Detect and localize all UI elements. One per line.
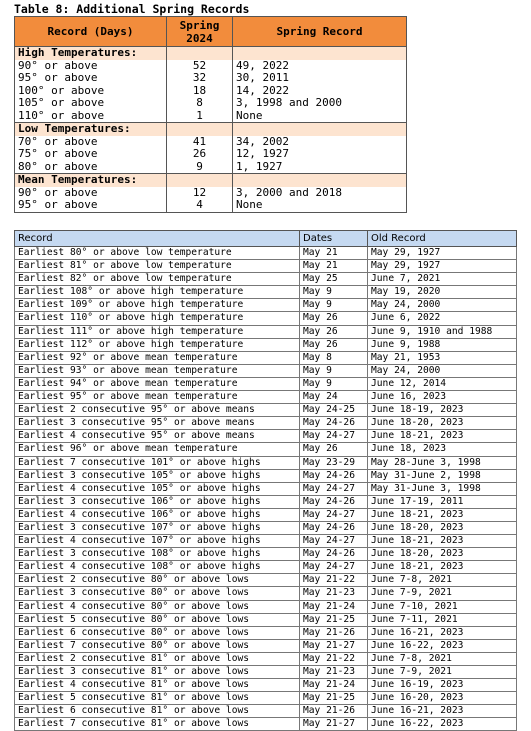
record-cell: None: [233, 199, 407, 212]
dates-cell: May 24: [300, 391, 368, 404]
records-header-row: [15, 231, 517, 247]
table-row: [15, 508, 517, 521]
dates-cell: May 21-23: [300, 587, 368, 600]
record-cell: 12, 1927: [233, 148, 407, 161]
dates-cell: May 21-27: [300, 718, 368, 731]
dates-cell: May 26: [300, 312, 368, 325]
dates-cell: May 24-27: [300, 482, 368, 495]
dates-cell: May 25: [300, 273, 368, 286]
dates-cell: May 23-29: [300, 456, 368, 469]
dates-cell: May 21-25: [300, 613, 368, 626]
table-row: [15, 666, 517, 679]
dates-cell: May 24-27: [300, 508, 368, 521]
summary-row: [15, 199, 407, 212]
dates-cell: May 9: [300, 286, 368, 299]
old-record-cell: June 7-8, 2021: [368, 574, 517, 587]
old-record-cell: June 16-20, 2023: [368, 692, 517, 705]
section-header-row: [15, 174, 407, 187]
record-cell: 30, 2011: [233, 72, 407, 85]
table-row: [15, 692, 517, 705]
dates-cell: May 24-26: [300, 495, 368, 508]
record-cell: None: [233, 110, 407, 123]
table-row: [15, 535, 517, 548]
record-cell: Earliest 3 consecutive 95° or above means: [15, 417, 300, 430]
table-row: [15, 299, 517, 312]
count-cell: 41: [167, 136, 233, 149]
record-cell: 3, 2000 and 2018: [233, 187, 407, 200]
threshold-cell: 90° or above: [15, 187, 167, 200]
old-record-cell: June 16-21, 2023: [368, 626, 517, 639]
summary-header-row: [15, 17, 407, 47]
old-record-cell: May 29, 1927: [368, 260, 517, 273]
record-cell: Earliest 3 consecutive 106° or above highs: [15, 495, 300, 508]
table-row: [15, 247, 517, 260]
threshold-cell: 110° or above: [15, 110, 167, 123]
old-record-cell: June 18-21, 2023: [368, 430, 517, 443]
table-row: [15, 639, 517, 652]
old-record-cell: June 16-22, 2023: [368, 639, 517, 652]
record-cell: 49, 2022: [233, 60, 407, 73]
table-row: [15, 561, 517, 574]
threshold-cell: 105° or above: [15, 97, 167, 110]
dates-cell: May 21: [300, 260, 368, 273]
record-cell: Earliest 109° or above high temperature: [15, 299, 300, 312]
table-row: [15, 377, 517, 390]
threshold-cell: 95° or above: [15, 199, 167, 212]
record-cell: Earliest 2 consecutive 95° or above means: [15, 404, 300, 417]
section-header-row: [15, 123, 407, 136]
summary-row: [15, 97, 407, 110]
table-row: [15, 548, 517, 561]
old-record-cell: June 18-19, 2023: [368, 404, 517, 417]
table-row: [15, 613, 517, 626]
old-record-cell: June 18-21, 2023: [368, 561, 517, 574]
dates-cell: May 26: [300, 338, 368, 351]
old-record-cell: May 21, 1953: [368, 351, 517, 364]
old-record-cell: June 7-9, 2021: [368, 666, 517, 679]
dates-cell: May 9: [300, 377, 368, 390]
dates-cell: May 21: [300, 247, 368, 260]
old-record-cell: May 28-June 3, 1998: [368, 456, 517, 469]
header-record-days: Record (Days): [15, 17, 167, 47]
count-cell: 32: [167, 72, 233, 85]
summary-row: [15, 72, 407, 85]
old-record-cell: May 29, 1927: [368, 247, 517, 260]
table-row: [15, 430, 517, 443]
dates-cell: May 9: [300, 364, 368, 377]
table-row: [15, 482, 517, 495]
old-record-cell: June 18, 2023: [368, 443, 517, 456]
count-cell: 9: [167, 161, 233, 174]
summary-section: [15, 123, 407, 174]
record-cell: Earliest 4 consecutive 106° or above highs: [15, 508, 300, 521]
record-cell: 14, 2022: [233, 85, 407, 98]
section-header-row: [15, 47, 407, 60]
old-record-cell: June 7-8, 2021: [368, 652, 517, 665]
summary-row: [15, 60, 407, 73]
summary-row: [15, 187, 407, 200]
old-record-cell: June 16-21, 2023: [368, 705, 517, 718]
record-cell: Earliest 2 consecutive 81° or above lows: [15, 652, 300, 665]
section-empty-cell: [167, 174, 233, 187]
dates-cell: May 21-25: [300, 692, 368, 705]
count-cell: 18: [167, 85, 233, 98]
old-record-cell: June 7, 2021: [368, 273, 517, 286]
record-cell: Earliest 7 consecutive 80° or above lows: [15, 639, 300, 652]
table-row: [15, 469, 517, 482]
record-cell: Earliest 4 consecutive 105° or above highs: [15, 482, 300, 495]
old-record-cell: May 19, 2020: [368, 286, 517, 299]
dates-cell: May 24-27: [300, 430, 368, 443]
record-cell: Earliest 94° or above mean temperature: [15, 377, 300, 390]
record-cell: Earliest 4 consecutive 80° or above lows: [15, 600, 300, 613]
old-record-cell: June 12, 2014: [368, 377, 517, 390]
table-row: [15, 338, 517, 351]
section-label: Mean Temperatures:: [15, 174, 167, 187]
old-record-cell: June 18-21, 2023: [368, 508, 517, 521]
summary-row: [15, 148, 407, 161]
record-cell: Earliest 7 consecutive 81° or above lows: [15, 718, 300, 731]
header-old-record: Old Record: [368, 231, 517, 247]
section-label: High Temperatures:: [15, 47, 167, 60]
record-cell: 34, 2002: [233, 136, 407, 149]
record-cell: 3, 1998 and 2000: [233, 97, 407, 110]
record-cell: Earliest 6 consecutive 81° or above lows: [15, 705, 300, 718]
dates-cell: May 24-26: [300, 417, 368, 430]
dates-cell: May 8: [300, 351, 368, 364]
record-cell: Earliest 82° or above low temperature: [15, 273, 300, 286]
record-cell: Earliest 96° or above mean temperature: [15, 443, 300, 456]
dates-cell: May 24-26: [300, 469, 368, 482]
old-record-cell: June 7-11, 2021: [368, 613, 517, 626]
old-record-cell: June 6, 2022: [368, 312, 517, 325]
count-cell: 1: [167, 110, 233, 123]
record-cell: Earliest 112° or above high temperature: [15, 338, 300, 351]
summary-row: [15, 136, 407, 149]
dates-cell: May 21-26: [300, 626, 368, 639]
table-row: [15, 587, 517, 600]
record-cell: Earliest 7 consecutive 101° or above highs: [15, 456, 300, 469]
old-record-cell: May 24, 2000: [368, 299, 517, 312]
dates-cell: May 24-27: [300, 535, 368, 548]
table-row: [15, 312, 517, 325]
record-cell: Earliest 2 consecutive 80° or above lows: [15, 574, 300, 587]
dates-cell: May 21-22: [300, 574, 368, 587]
count-cell: 52: [167, 60, 233, 73]
record-cell: Earliest 4 consecutive 108° or above highs: [15, 561, 300, 574]
count-cell: 4: [167, 199, 233, 212]
old-record-cell: June 16-22, 2023: [368, 718, 517, 731]
summary-section: [15, 174, 407, 213]
record-cell: Earliest 5 consecutive 80° or above lows: [15, 613, 300, 626]
section-empty-cell: [233, 123, 407, 136]
spring-records-table: [14, 230, 517, 731]
dates-cell: May 24-27: [300, 561, 368, 574]
old-record-cell: June 18-20, 2023: [368, 521, 517, 534]
table-row: [15, 652, 517, 665]
threshold-cell: 95° or above: [15, 72, 167, 85]
section-empty-cell: [167, 123, 233, 136]
threshold-cell: 75° or above: [15, 148, 167, 161]
table-row: [15, 325, 517, 338]
summary-row: [15, 110, 407, 123]
record-cell: Earliest 4 consecutive 107° or above highs: [15, 535, 300, 548]
count-cell: 8: [167, 97, 233, 110]
record-cell: Earliest 4 consecutive 81° or above lows: [15, 679, 300, 692]
header-spring-record: Spring Record: [233, 17, 407, 47]
dates-cell: May 21-24: [300, 600, 368, 613]
dates-cell: May 21-24: [300, 679, 368, 692]
table-row: [15, 718, 517, 731]
dates-cell: May 26: [300, 325, 368, 338]
dates-cell: May 24-26: [300, 548, 368, 561]
table-row: [15, 364, 517, 377]
table-row: [15, 273, 517, 286]
record-cell: Earliest 110° or above high temperature: [15, 312, 300, 325]
table-row: [15, 351, 517, 364]
record-cell: Earliest 81° or above low temperature: [15, 260, 300, 273]
dates-cell: May 26: [300, 443, 368, 456]
dates-cell: May 21-27: [300, 639, 368, 652]
old-record-cell: June 7-10, 2021: [368, 600, 517, 613]
summary-row: [15, 161, 407, 174]
record-cell: Earliest 95° or above mean temperature: [15, 391, 300, 404]
summary-section: [15, 47, 407, 123]
old-record-cell: June 9, 1910 and 1988: [368, 325, 517, 338]
table-row: [15, 521, 517, 534]
old-record-cell: June 18-20, 2023: [368, 548, 517, 561]
table-row: [15, 443, 517, 456]
header-dates: Dates: [300, 231, 368, 247]
dates-cell: May 21-22: [300, 652, 368, 665]
table-row: [15, 456, 517, 469]
table-row: [15, 626, 517, 639]
record-cell: Earliest 4 consecutive 95° or above means: [15, 430, 300, 443]
record-cell: Earliest 3 consecutive 81° or above lows: [15, 666, 300, 679]
old-record-cell: June 9, 1988: [368, 338, 517, 351]
old-record-cell: June 7-9, 2021: [368, 587, 517, 600]
table-row: [15, 600, 517, 613]
summary-row: [15, 85, 407, 98]
threshold-cell: 100° or above: [15, 85, 167, 98]
table-row: [15, 574, 517, 587]
threshold-cell: 90° or above: [15, 60, 167, 73]
old-record-cell: May 31-June 3, 1998: [368, 482, 517, 495]
header-spring-2024: Spring 2024: [167, 17, 233, 47]
spring-summary-table: [14, 16, 407, 213]
dates-cell: May 24-26: [300, 521, 368, 534]
count-cell: 26: [167, 148, 233, 161]
table-row: [15, 679, 517, 692]
old-record-cell: June 16-19, 2023: [368, 679, 517, 692]
dates-cell: May 24-25: [300, 404, 368, 417]
record-cell: Earliest 6 consecutive 80° or above lows: [15, 626, 300, 639]
old-record-cell: June 18-20, 2023: [368, 417, 517, 430]
dates-cell: May 21-23: [300, 666, 368, 679]
section-empty-cell: [233, 47, 407, 60]
record-cell: Earliest 3 consecutive 105° or above highs: [15, 469, 300, 482]
table-title: Table 8: Additional Spring Records: [14, 2, 250, 16]
old-record-cell: May 31-June 2, 1998: [368, 469, 517, 482]
old-record-cell: June 16, 2023: [368, 391, 517, 404]
record-cell: Earliest 3 consecutive 107° or above highs: [15, 521, 300, 534]
table-row: [15, 495, 517, 508]
threshold-cell: 70° or above: [15, 136, 167, 149]
dates-cell: May 9: [300, 299, 368, 312]
section-empty-cell: [167, 47, 233, 60]
table-row: [15, 260, 517, 273]
dates-cell: May 21-26: [300, 705, 368, 718]
table-row: [15, 286, 517, 299]
header-record: Record: [15, 231, 300, 247]
section-empty-cell: [233, 174, 407, 187]
section-label: Low Temperatures:: [15, 123, 167, 136]
old-record-cell: June 18-21, 2023: [368, 535, 517, 548]
record-cell: Earliest 3 consecutive 108° or above highs: [15, 548, 300, 561]
threshold-cell: 80° or above: [15, 161, 167, 174]
old-record-cell: June 17-19, 2011: [368, 495, 517, 508]
record-cell: Earliest 5 consecutive 81° or above lows: [15, 692, 300, 705]
record-cell: Earliest 3 consecutive 80° or above lows: [15, 587, 300, 600]
table-row: [15, 705, 517, 718]
table-row: [15, 404, 517, 417]
record-cell: Earliest 108° or above high temperature: [15, 286, 300, 299]
record-cell: 1, 1927: [233, 161, 407, 174]
record-cell: Earliest 93° or above mean temperature: [15, 364, 300, 377]
record-cell: Earliest 111° or above high temperature: [15, 325, 300, 338]
table-row: [15, 391, 517, 404]
count-cell: 12: [167, 187, 233, 200]
old-record-cell: May 24, 2000: [368, 364, 517, 377]
table-row: [15, 417, 517, 430]
record-cell: Earliest 80° or above low temperature: [15, 247, 300, 260]
record-cell: Earliest 92° or above mean temperature: [15, 351, 300, 364]
